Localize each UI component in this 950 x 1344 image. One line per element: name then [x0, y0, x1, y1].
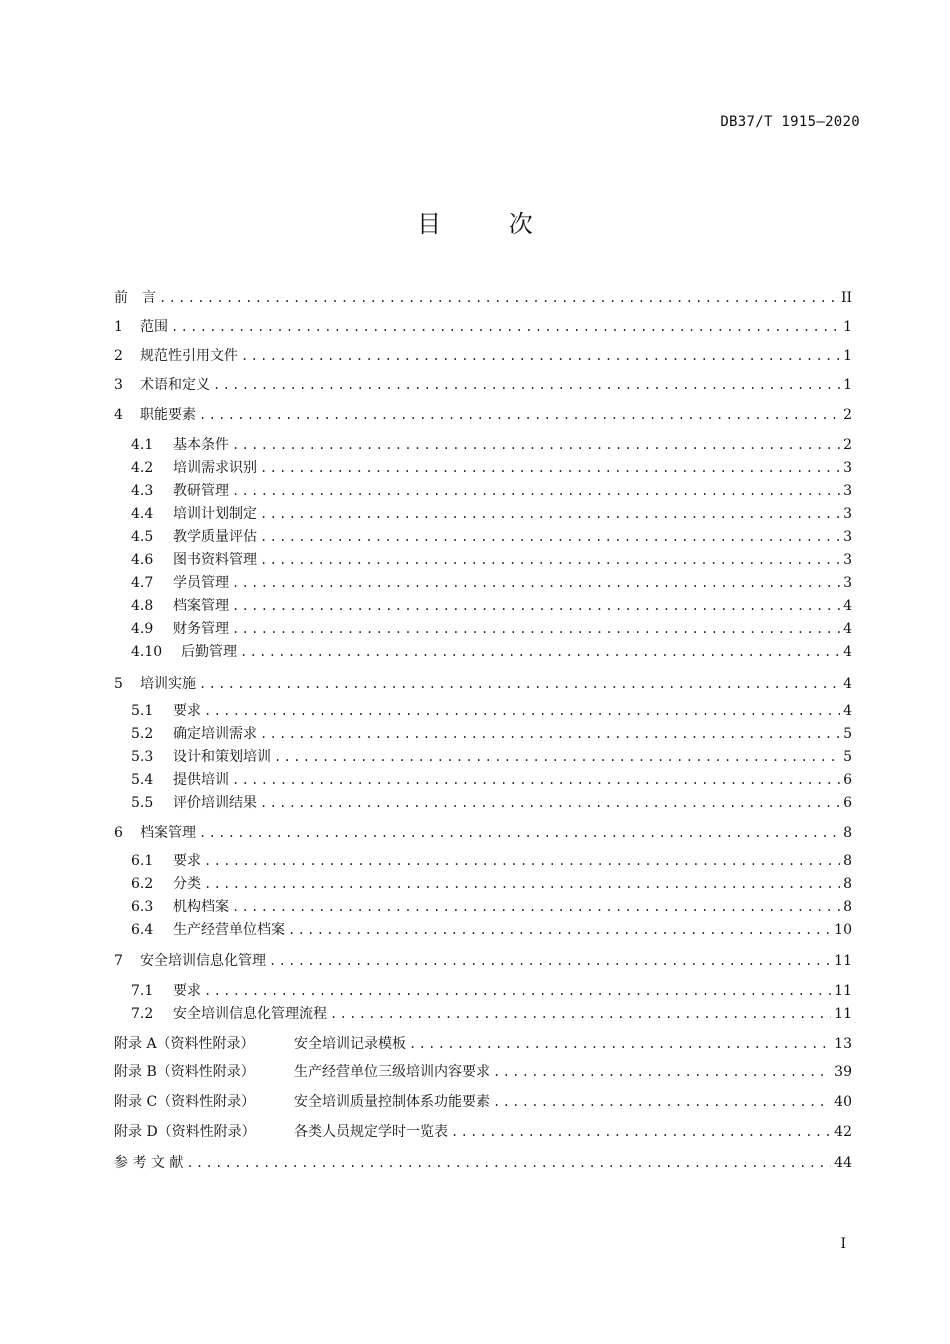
toc-leader-dots	[204, 700, 840, 722]
toc-entry[interactable]	[114, 792, 852, 814]
toc-entry[interactable]	[114, 873, 852, 895]
toc-leader-dots	[232, 769, 840, 791]
toc-entry-title	[114, 457, 257, 479]
toc-entry-label: 机构档案	[173, 899, 229, 915]
toc-entry-title	[114, 641, 237, 663]
toc-entry[interactable]	[114, 850, 852, 872]
toc-entry-page: 40	[834, 1094, 852, 1110]
toc-entry-page: 4	[843, 703, 852, 719]
toc-entry-page: 6	[843, 772, 852, 788]
toc-entry[interactable]	[114, 896, 852, 918]
toc-entry-label: 培训需求识别	[173, 460, 257, 476]
toc-entry-number: 5.1	[131, 703, 154, 719]
toc-entry-page: 6	[843, 795, 852, 811]
toc-entry[interactable]	[114, 746, 852, 768]
toc-entry-page: 11	[834, 1006, 852, 1022]
toc-entry[interactable]	[114, 1121, 852, 1143]
toc-entry-title	[114, 980, 201, 1002]
toc-entry-number: 7.2	[131, 1006, 154, 1022]
toc-leader-dots	[330, 1003, 831, 1025]
toc-entry-title	[114, 572, 229, 594]
toc-entry-page: 42	[834, 1124, 852, 1140]
toc-entry-page: 3	[843, 552, 852, 568]
toc-entry-label: 生产经营单位档案	[173, 922, 285, 938]
toc-entry-title	[114, 1033, 406, 1055]
toc-leader-dots	[409, 1033, 831, 1055]
toc-entry-title	[114, 896, 229, 918]
toc-entry[interactable]	[114, 919, 852, 941]
toc-entry-page: 4	[843, 621, 852, 637]
toc-entry-label: 后勤管理	[181, 644, 237, 660]
page-number: I	[840, 1236, 846, 1252]
toc-leader-dots	[186, 1152, 831, 1174]
toc-entry[interactable]	[114, 374, 852, 396]
toc-entry-label: 安全培训信息化管理	[140, 953, 266, 969]
toc-entry-label: 术语和定义	[140, 377, 210, 393]
toc-entry[interactable]	[114, 673, 852, 695]
toc-leader-dots	[232, 480, 840, 502]
toc-entry-label: 职能要素	[140, 407, 196, 423]
toc-entry-number: 5.5	[131, 795, 154, 811]
toc-entry-number: 5.4	[131, 772, 154, 788]
toc-entry-title	[114, 316, 168, 338]
toc-entry-title	[114, 700, 201, 722]
toc-entry-title	[114, 1003, 327, 1025]
toc-entry[interactable]	[114, 1003, 852, 1025]
toc-entry-page: II	[840, 290, 852, 306]
toc-leader-dots	[269, 950, 831, 972]
toc-entry-title	[114, 1091, 490, 1113]
toc-entry-title	[114, 850, 201, 872]
toc-entry-page: 1	[843, 377, 852, 393]
toc-entry-number: 1	[114, 319, 123, 335]
toc-entry-title	[114, 374, 210, 396]
toc-entry[interactable]	[114, 434, 852, 456]
toc-entry-page: 4	[843, 644, 852, 660]
toc-entry-number: 4.2	[131, 460, 154, 476]
toc-entry-number: 附录 A（资料性附录）	[114, 1036, 255, 1052]
toc-entry-label: 图书资料管理	[173, 552, 257, 568]
toc-entry-page: 3	[843, 575, 852, 591]
toc-entry-title	[114, 1121, 448, 1143]
toc-entry-number: 7.1	[131, 983, 154, 999]
toc-entry[interactable]	[114, 345, 852, 367]
toc-entry-label: 培训实施	[140, 676, 196, 692]
toc-leader-dots	[213, 374, 840, 396]
toc-entry[interactable]	[114, 822, 852, 844]
toc-entry[interactable]	[114, 316, 852, 338]
toc-entry-title	[114, 618, 229, 640]
page-title: 目 次	[417, 210, 563, 238]
toc-entry-number: 3	[114, 377, 123, 393]
toc-entry[interactable]	[114, 950, 852, 972]
toc-entry-title	[114, 769, 229, 791]
toc-entry-label: 要求	[173, 703, 201, 719]
toc-entry-label: 范围	[140, 319, 168, 335]
toc-entry[interactable]	[114, 641, 852, 663]
toc-entry[interactable]	[114, 769, 852, 791]
toc-entry[interactable]	[114, 723, 852, 745]
toc-leader-dots	[274, 746, 840, 768]
toc-entry[interactable]	[114, 1061, 852, 1083]
toc-entry-page: 3	[843, 529, 852, 545]
toc-leader-dots	[241, 345, 840, 367]
toc-entry-number: 6.1	[131, 853, 154, 869]
toc-leader-dots	[260, 457, 840, 479]
toc-leader-dots	[204, 980, 831, 1002]
toc-entry-title	[114, 873, 201, 895]
toc-entry[interactable]	[114, 595, 852, 617]
toc-entry[interactable]	[114, 526, 852, 548]
toc-entry-page: 44	[834, 1155, 852, 1171]
toc-entry-number: 5.3	[131, 749, 154, 765]
toc-entry-label: 要求	[173, 853, 201, 869]
toc-leader-dots	[199, 822, 840, 844]
toc-entry-number: 附录 D（资料性附录）	[114, 1124, 256, 1140]
toc-entry-label: 各类人员规定学时一览表	[294, 1124, 448, 1140]
toc-entry-label: 评价培训结果	[173, 795, 257, 811]
toc-leader-dots	[493, 1091, 831, 1113]
toc-entry[interactable]	[114, 618, 852, 640]
toc-entry-title	[114, 1061, 490, 1083]
toc-entry-label: 提供培训	[173, 772, 229, 788]
toc-entry-title	[114, 919, 285, 941]
toc-entry-label: 设计和策划培训	[173, 749, 271, 765]
toc-entry-label: 规范性引用文件	[140, 348, 238, 364]
toc-entry[interactable]	[114, 1091, 852, 1113]
toc-entry-label: 安全培训记录模板	[294, 1036, 406, 1052]
toc-leader-dots	[232, 618, 840, 640]
toc-entry-label: 安全培训质量控制体系功能要素	[294, 1094, 490, 1110]
toc-entry-number: 6	[114, 825, 123, 841]
toc-leader-dots	[260, 792, 840, 814]
toc-leader-dots	[232, 595, 840, 617]
toc-entry-number: 附录 C（资料性附录）	[114, 1094, 256, 1110]
toc-leader-dots	[204, 873, 840, 895]
toc-entry-title	[114, 526, 257, 548]
toc-entry-title	[114, 287, 156, 309]
toc-entry-page: 4	[843, 598, 852, 614]
toc-entry-title	[114, 503, 257, 525]
toc-entry-label: 基本条件	[173, 437, 229, 453]
toc-leader-dots	[260, 723, 840, 745]
toc-entry[interactable]	[114, 700, 852, 722]
toc-entry[interactable]	[114, 480, 852, 502]
toc-entry-label: 档案管理	[140, 825, 196, 841]
toc-entry-page: 8	[843, 825, 852, 841]
toc-entry-label: 要求	[173, 983, 201, 999]
toc-entry-title	[114, 822, 196, 844]
toc-entry-title	[114, 950, 266, 972]
toc-entry-page: 8	[843, 853, 852, 869]
toc-entry-label: 档案管理	[173, 598, 229, 614]
toc-leader-dots	[493, 1061, 831, 1083]
toc-entry-title	[114, 723, 257, 745]
toc-entry[interactable]	[114, 1152, 852, 1174]
toc-leader-dots	[260, 503, 840, 525]
toc-leader-dots	[232, 572, 840, 594]
toc-leader-dots	[288, 919, 831, 941]
toc-entry-title	[114, 673, 196, 695]
toc-entry-number: 4.4	[131, 506, 154, 522]
toc-entry-label: 参 考 文 献	[114, 1155, 184, 1171]
toc-leader-dots	[260, 526, 840, 548]
toc-leader-dots	[159, 287, 838, 309]
toc-entry-page: 2	[843, 407, 852, 423]
toc-entry-number: 4.3	[131, 483, 154, 499]
toc-entry-number: 4.6	[131, 552, 154, 568]
toc-entry-label: 教研管理	[173, 483, 229, 499]
toc-entry-page: 11	[834, 953, 852, 969]
toc-entry-page: 13	[834, 1036, 852, 1052]
toc-entry[interactable]	[114, 572, 852, 594]
toc-entry-page: 1	[843, 319, 852, 335]
toc-entry-number: 4.8	[131, 598, 154, 614]
toc-entry-title	[114, 434, 229, 456]
toc-entry-label: 分类	[173, 876, 201, 892]
toc-entry-label: 财务管理	[173, 621, 229, 637]
toc-entry-title	[114, 480, 229, 502]
toc-entry-title	[114, 549, 257, 571]
toc-entry-label: 培训计划制定	[173, 506, 257, 522]
toc-entry-label: 学员管理	[173, 575, 229, 591]
toc-entry-label: 教学质量评估	[173, 529, 257, 545]
toc-entry-page: 8	[843, 899, 852, 915]
toc-entry-number: 6.4	[131, 922, 154, 938]
toc-entry-title	[114, 746, 271, 768]
toc-entry-page: 1	[843, 348, 852, 364]
toc-entry-number: 6.2	[131, 876, 154, 892]
toc-leader-dots	[232, 434, 840, 456]
toc-entry-number: 4.5	[131, 529, 154, 545]
toc-entry-page: 8	[843, 876, 852, 892]
toc-entry-title	[114, 1152, 183, 1174]
toc-entry[interactable]	[114, 1033, 852, 1055]
toc-entry-label: 确定培训需求	[173, 726, 257, 742]
document-code: DB37/T 1915—2020	[720, 114, 860, 130]
toc-leader-dots	[171, 316, 840, 338]
toc-entry-number: 4	[114, 407, 123, 423]
toc-entry-title	[114, 404, 196, 426]
toc-entry-number: 4.1	[131, 437, 154, 453]
toc-entry-number: 4.10	[131, 644, 163, 660]
toc-entry-label: 安全培训信息化管理流程	[173, 1006, 327, 1022]
toc-entry-page: 39	[834, 1064, 852, 1080]
toc-entry-title	[114, 792, 257, 814]
toc-entry-page: 3	[843, 506, 852, 522]
toc-leader-dots	[199, 673, 840, 695]
toc-entry-page: 3	[843, 483, 852, 499]
toc-entry-number: 5.2	[131, 726, 154, 742]
toc-entry-label: 生产经营单位三级培训内容要求	[294, 1064, 490, 1080]
toc-entry[interactable]	[114, 980, 852, 1002]
toc-leader-dots	[451, 1121, 831, 1143]
toc-entry[interactable]	[114, 404, 852, 426]
toc-leader-dots	[199, 404, 840, 426]
toc-entry-page: 10	[834, 922, 852, 938]
toc-entry-number: 5	[114, 676, 123, 692]
toc-entry[interactable]	[114, 287, 852, 309]
toc-entry-label: 前 言	[114, 290, 156, 306]
toc-entry-number: 2	[114, 348, 123, 364]
toc-leader-dots	[204, 850, 840, 872]
toc-leader-dots	[232, 896, 840, 918]
toc-entry-number: 6.3	[131, 899, 154, 915]
toc-entry-number: 7	[114, 953, 123, 969]
toc-entry-number: 4.7	[131, 575, 154, 591]
toc-entry-page: 2	[843, 437, 852, 453]
toc-leader-dots	[260, 549, 840, 571]
toc-leader-dots	[240, 641, 840, 663]
toc-entry-page: 11	[834, 983, 852, 999]
toc-entry[interactable]	[114, 549, 852, 571]
toc-entry-number: 附录 B（资料性附录）	[114, 1064, 255, 1080]
toc-entry[interactable]	[114, 457, 852, 479]
toc-entry-title	[114, 595, 229, 617]
toc-entry-title	[114, 345, 238, 367]
toc-entry-page: 4	[843, 676, 852, 692]
toc-entry-page: 3	[843, 460, 852, 476]
toc-entry-page: 5	[843, 726, 852, 742]
toc-entry-page: 5	[843, 749, 852, 765]
toc-entry-number: 4.9	[131, 621, 154, 637]
toc-entry[interactable]	[114, 503, 852, 525]
